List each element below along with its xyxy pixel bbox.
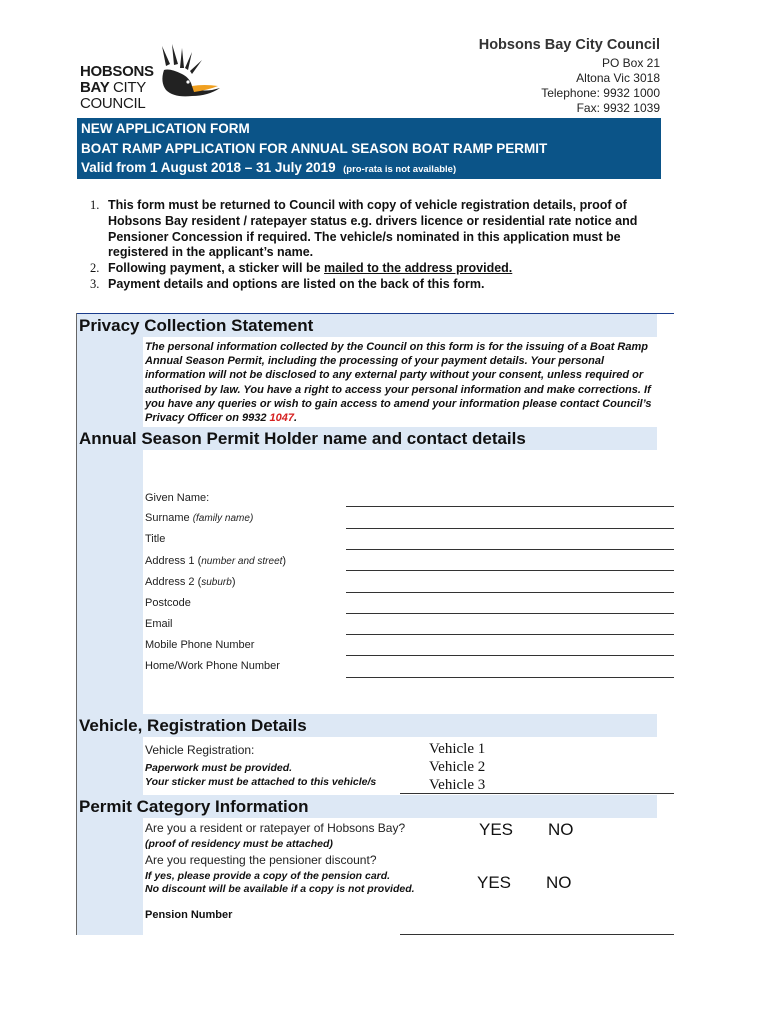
- address1-label: Address 1 (number and street): [145, 555, 287, 567]
- vehicle-2-field[interactable]: Vehicle 2: [429, 759, 486, 775]
- instruction-item: [90, 198, 670, 261]
- vehicle-3-field[interactable]: Vehicle 3: [429, 777, 486, 793]
- form-left-border: [76, 313, 77, 935]
- pensioner-note-2: No discount will be available if a copy is not provided.: [145, 883, 415, 895]
- banner-line-2: BOAT RAMP APPLICATION FOR ANNUAL SEASON BOAT RAMP PERMIT: [81, 140, 548, 156]
- telephone: Telephone: 9932 1000: [541, 86, 660, 100]
- vehicle-1-field[interactable]: Vehicle 1: [429, 741, 486, 757]
- mobile-phone-label: Mobile Phone Number: [145, 639, 255, 651]
- pensioner-note-1: If yes, please provide a copy of the pension card.: [145, 870, 391, 882]
- email-label: Email: [145, 618, 173, 630]
- given-name-field[interactable]: [346, 506, 674, 507]
- resident-yes-option[interactable]: YES: [479, 820, 514, 839]
- vehicle-heading: Vehicle, Registration Details: [77, 714, 657, 737]
- surname-label: Surname (family name): [145, 512, 254, 524]
- mobile-phone-field[interactable]: [346, 655, 674, 656]
- instruction-text: Payment details and options are listed on the back of this form.: [108, 276, 485, 291]
- privacy-statement: [145, 340, 665, 425]
- po-box: PO Box 21: [601, 56, 660, 70]
- postcode-label: Postcode: [145, 597, 191, 609]
- postcode-field[interactable]: [346, 613, 674, 614]
- vehicle-bottom-line: [400, 793, 674, 794]
- vehicle-note-1: Paperwork must be provided.: [145, 762, 293, 774]
- instruction-text: This form must be returned to Council with copy of vehicle registration details, proof of Hobsons Bay resident / ratepayer status e.g. drivers licence or residential rate notice and Pensioner Concession if required. The vehicle/s nominated in this application must be registered in the applicant’s name.: [108, 198, 638, 260]
- given-name-label: Given Name:: [145, 492, 210, 504]
- instructions-list: [90, 198, 670, 293]
- resident-no-option[interactable]: NO: [548, 820, 574, 839]
- privacy-phone-ext: 1047: [269, 412, 295, 425]
- vehicle-notes: [145, 761, 376, 789]
- address2-field[interactable]: [346, 592, 674, 593]
- logo-line-2a: BAY: [80, 79, 110, 96]
- pension-number-label: Pension Number: [145, 909, 233, 921]
- holder-heading: Annual Season Permit Holder name and contact details: [77, 427, 657, 450]
- instruction-item: [90, 261, 670, 277]
- logo-line-3: COUNCIL: [80, 95, 146, 112]
- address2-label: Address 2 (suburb): [145, 576, 236, 588]
- instruction-underlined-text: mailed to the address provided.: [324, 261, 513, 276]
- privacy-heading: Privacy Collection Statement: [77, 314, 657, 337]
- council-name: Hobsons Bay City Council: [478, 37, 660, 53]
- instruction-number: 2.: [90, 261, 100, 276]
- home-phone-field[interactable]: [346, 677, 674, 678]
- vehicle-list: [429, 740, 485, 794]
- surname-field[interactable]: [346, 528, 674, 529]
- pensioner-question: Are you requesting the pensioner discount?: [145, 853, 377, 867]
- privacy-end: .: [294, 412, 298, 425]
- banner-note: (pro-rata is not available): [343, 164, 457, 175]
- pensioner-yes-option[interactable]: YES: [477, 873, 512, 892]
- home-phone-label: Home/Work Phone Number: [145, 660, 280, 672]
- email-field[interactable]: [346, 634, 674, 635]
- logo-line-1: HOBSONS: [80, 63, 154, 80]
- banner-line-1: NEW APPLICATION FORM: [81, 121, 250, 136]
- pension-number-field[interactable]: [400, 934, 674, 935]
- resident-question: Are you a resident or ratepayer of Hobsons Bay?: [145, 821, 406, 835]
- vehicle-note-2: Your sticker must be attached to this vehicle/s: [145, 776, 377, 788]
- pensioner-notes: [145, 870, 415, 896]
- banner-line-3: Valid from 1 August 2018 – 31 July 2019: [81, 160, 336, 175]
- fax: Fax: 9932 1039: [576, 101, 660, 115]
- resident-note: (proof of residency must be attached): [145, 838, 333, 850]
- locality: Altona Vic 3018: [576, 71, 660, 85]
- council-logo-text: [80, 64, 154, 112]
- permit-heading: Permit Category Information: [77, 795, 657, 818]
- instruction-number: 3.: [90, 276, 100, 291]
- instruction-item: [90, 277, 670, 293]
- address1-field[interactable]: [346, 570, 674, 571]
- form-title-banner: [77, 118, 661, 179]
- instruction-number: 1.: [90, 198, 100, 212]
- logo-line-2b: CITY: [113, 79, 146, 96]
- vehicle-registration-label: Vehicle Registration:: [145, 743, 255, 757]
- privacy-body: The personal information collected by the Council on this form is for the issuing of a Boat Ramp Annual Season Permit, including the processing of your payment details. Your personal information will not be disclosed to any external party without your consent, unless required or authorised by law. You have a right to access your personal information and make corrections. If you have any queries or wish to gain access to amend your information please contact Council’s Privacy Officer on 9932: [145, 341, 652, 425]
- title-field[interactable]: [346, 549, 674, 550]
- title-label: Title: [145, 533, 166, 545]
- council-address-block: [479, 38, 660, 116]
- pelican-logo-icon: [152, 42, 222, 108]
- instruction-text: Following payment, a sticker will be: [108, 261, 325, 276]
- pensioner-no-option[interactable]: NO: [546, 873, 572, 892]
